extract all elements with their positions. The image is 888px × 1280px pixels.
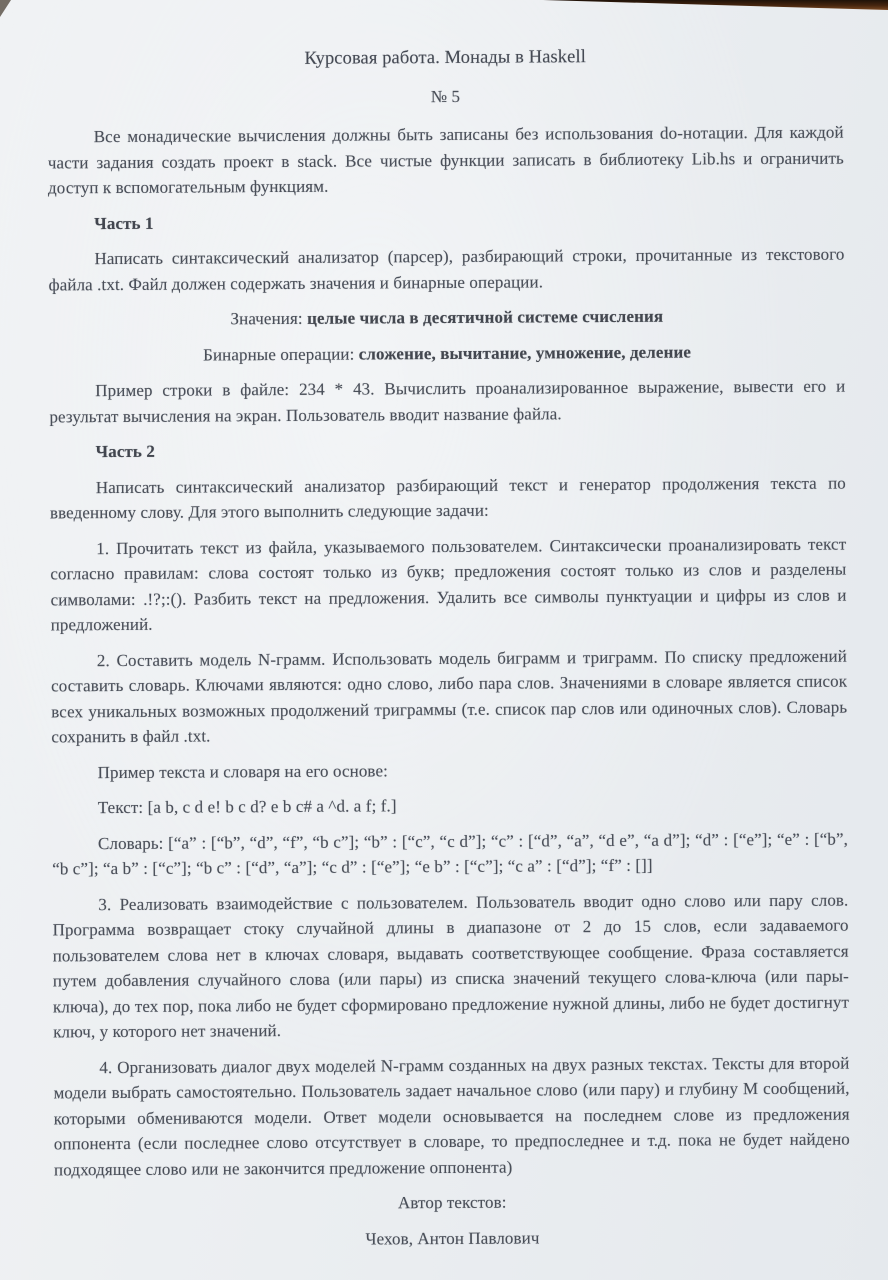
part1-task-paragraph: Написать синтаксический анализатор (парсер), разбирающий строки, прочитанные из текстового файла .txt. Файл должен содержать значения и бинарные операции. — [48, 244, 845, 294]
author-name: Чехов, Антон Павлович — [365, 1227, 540, 1248]
operations-text: сложение, вычитание, умножение, деление — [358, 341, 692, 364]
part2-item2-paragraph: 2. Составить модель N-грамм. Использовать модель биграмм и триграмм. По списку предложений составить словарь. Ключами являются: одно слово, либо пара слов. Значениями в словаре является список всех уникальных возможных продолжений триграммы (т.е. список пар слов или одиночных слов). Словарь сохранить в файл .txt. — [50, 646, 848, 747]
part2-heading: Часть 2 — [95, 441, 155, 462]
part2-item4-paragraph: 4. Организовать диалог двух моделей N-грамм созданных на двух разных текстах. Тексты для второй модели выбрать самостоятельно. Пользователь задает начальное слово (или пару) и глубину M сообщений, которыми обмениваются модели. Ответ модели основывается на последнем слове из предложения оппонента (если последнее слово отсутствует в словаре, то предпоследнее и т.д. пока не будет найдено подходящее слово или не закончится предложение оппонента) — [53, 1053, 850, 1179]
doc-title: Курсовая работа. Монады в Haskell — [304, 47, 586, 69]
part2-example-text-line: Текст: [a b, c d e! b c d? e b c# a ^d. a f; f.] — [97, 796, 397, 818]
author-label: Автор текстов: — [397, 1192, 507, 1213]
intro-paragraph: Все монадические вычисления должны быть записаны без использования do-нотации. Для каждой части задания создать проект в stack. Все чистые функции записать в библиотеку Lib.hs и ограничить доступ к вспомогательным функциям. — [47, 122, 844, 198]
part2-example-dictionary: Словарь: [“a” : [“b”, “d”, “f”, “b c”]; “b” : [“c”, “c d”]; “c” : [“d”, “a”, “d e”, “a d”]; “d” : [“e”]; “e” : [“b”, “b c”]; “a b” : [“c”]; “b c” : [“d”, “a”]; “c d” : [“e”]; “e b” : [“c”]; “c a” : [“d”]; “f” : []] — [52, 829, 849, 879]
doc-number: № 5 — [430, 86, 461, 106]
values-text: целые числа в десятичной системе счисления — [306, 306, 664, 328]
part2-task-paragraph: Написать синтаксический анализатор разбирающий текст и генератор продолжения текста по введенному слову. Для этого выполнить следующие задачи: — [49, 473, 846, 523]
part1-heading: Часть 1 — [94, 213, 154, 233]
part1-values-line — [49, 303, 845, 333]
part1-example-paragraph: Пример строки в файле: 234 * 43. Вычислить проанализированное выражение, вывести его и результат вычисления на экран. Пользователь вводит название файла. — [49, 376, 846, 426]
part2-item3-paragraph: 3. Реализовать взаимодействие с пользователем. Пользователь вводит одно слово или пару слов. Программа возвращает стоку случайной длины в диапазоне от 2 до 15 слов, если задаваемого пользователем слова нет в ключах словаря, выдавать соответствующее сообщение. Фраза составляется путем добавления случайного слова (или пары) из списка значений текущего слова-ключа (или пары-ключа), до тех пор, пока либо не будет сформировано предложение нужной длины, либо не будет достигнут ключ, у которого нет значений. — [52, 890, 850, 1042]
values-label: Значения: — [230, 308, 308, 329]
operations-label: Бинарные операции: — [203, 344, 359, 364]
part2-example-heading: Пример текста и словаря на его основе: — [97, 760, 388, 782]
part1-operations-line — [49, 338, 845, 368]
part2-item1-paragraph: 1. Прочитать текст из файла, указываемого пользователем. Синтаксически проанализировать текст согласно правилам: слова состоят только из букв; предложения состоят только из слов и разделены символами: .!?;:(). Разбить текст на предложения. Удалить все символы пунктуации и цифры из слов и предложений. — [50, 534, 847, 635]
